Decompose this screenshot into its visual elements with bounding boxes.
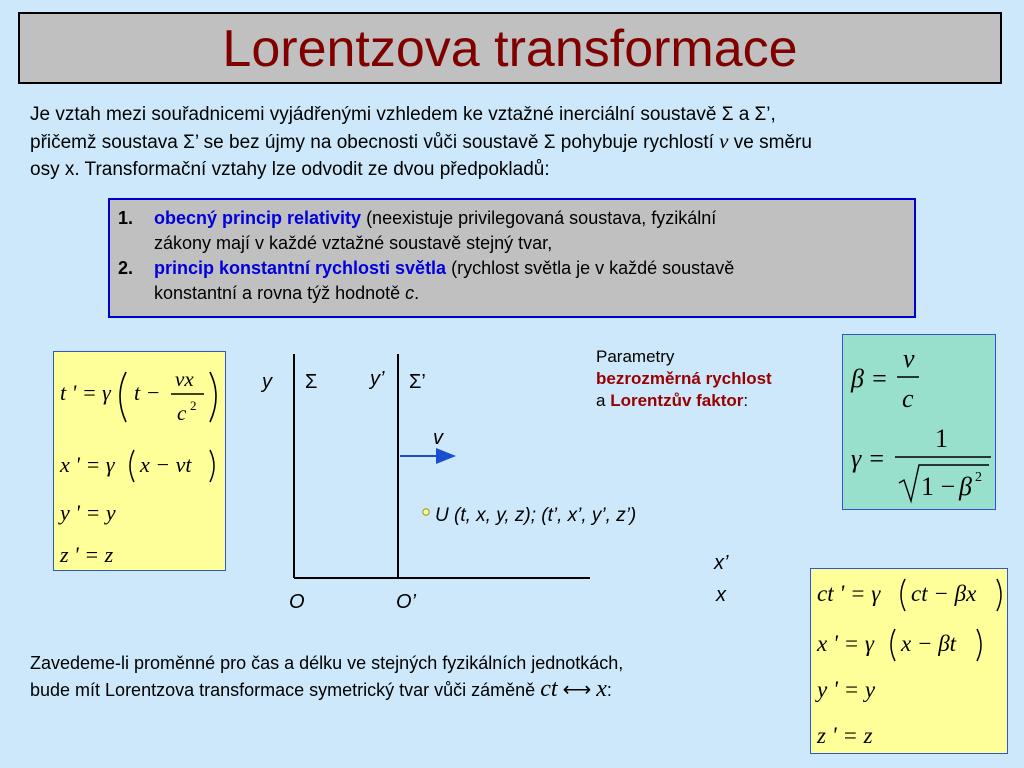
- dimensionless-velocity-label: bezrozměrná rychlost: [596, 369, 772, 388]
- svg-text:t ' = γ: t ' = γ: [60, 380, 111, 405]
- label-sigma-prime: Σ’: [409, 371, 426, 393]
- lorentz-factor-label: Lorentzův faktor: [610, 391, 744, 410]
- svg-text:t −: t −: [134, 380, 161, 405]
- svg-text:z ' = z: z ' = z: [60, 542, 114, 567]
- svg-text:c: c: [177, 401, 187, 425]
- label-origin-prime: O’: [396, 591, 416, 613]
- label-sigma: Σ: [305, 371, 318, 393]
- svg-text:ct − βx: ct − βx: [911, 581, 977, 606]
- conclusion-paragraph: [30, 650, 810, 703]
- parameter-formula-box: [842, 334, 996, 510]
- principle-item: 1. obecný princip relativity (neexistuje privilegovaná soustava, fyzikální zákony mají v každé vztažné soustavě stejný tvar,: [118, 206, 904, 256]
- principle-number: 1.: [118, 208, 134, 228]
- lorentz-formula-box: [53, 351, 226, 571]
- velocity-symbol: v: [719, 129, 729, 153]
- swap-ct: ct: [540, 676, 558, 702]
- svg-text:x − βt: x − βt: [901, 631, 957, 656]
- conclusion-line-2: bude mít Lorentzova transformace symetrický tvar vůči záměně ct ⟷ x:: [30, 676, 612, 702]
- label-velocity: v: [433, 427, 443, 449]
- symmetric-formulas: [811, 569, 1009, 755]
- svg-text:y ' = y: y ' = y: [817, 677, 876, 702]
- label-x-prime: x’: [714, 552, 729, 574]
- svg-text:x ' = γ: x ' = γ: [817, 631, 874, 656]
- intro-line-1: Je vztah mezi souřadnicemi vyjádřenými vzhledem ke vztažné inerciální soustavě Σ a Σ’,: [30, 104, 776, 125]
- svg-text:2: 2: [975, 470, 982, 485]
- svg-text:y ' = y: y ' = y: [60, 500, 116, 525]
- intro-line-2: přičemž soustava Σ’ se bez újmy na obecnosti vůči soustavě Σ pohybuje rychlostí v ve směru: [30, 129, 812, 153]
- event-label: U (t, x, y, z); (t’, x’, y’, z’): [435, 505, 637, 526]
- intro-line-3: osy x. Transformační vztahy lze odvodit ze dvou předpokladů:: [30, 159, 550, 180]
- svg-text:x − vt: x − vt: [140, 452, 192, 477]
- principles-list: [118, 206, 904, 306]
- principle-highlight: princip konstantní rychlosti světla: [154, 258, 447, 278]
- svg-text:1: 1: [935, 424, 948, 453]
- label-x: x: [716, 584, 726, 606]
- lorentz-formulas: [54, 352, 227, 572]
- svg-text:1 −: 1 −: [921, 472, 956, 501]
- title-box: [18, 12, 1002, 84]
- svg-text:β: β: [959, 472, 972, 501]
- label-y-prime: y’: [370, 368, 385, 390]
- svg-text:c: c: [902, 384, 914, 413]
- label-y: y: [262, 371, 272, 393]
- svg-text:vx: vx: [175, 367, 194, 391]
- principles-box: [108, 198, 916, 318]
- svg-text:ct ' = γ: ct ' = γ: [817, 581, 881, 606]
- parameters-text: Parametry bezrozměrná rychlost a Lorentzův faktor:: [596, 347, 772, 410]
- intro-paragraph: [30, 101, 990, 183]
- slide-title: Lorentzova transformace: [222, 20, 798, 78]
- svg-text:2: 2: [190, 398, 197, 413]
- label-origin: O: [289, 591, 305, 613]
- principle-number: 2.: [118, 258, 134, 278]
- symmetric-formula-box: [810, 568, 1008, 754]
- principle-item: 2. princip konstantní rychlosti světla (rychlost světla je v každé soustavě konstantní a rovna týž hodnotě c.: [118, 256, 904, 306]
- swap-x: x: [596, 676, 607, 702]
- conclusion-line-1: Zavedeme-li proměnné pro čas a délku ve stejných fyzikálních jednotkách,: [30, 653, 624, 673]
- svg-text:z ' = z: z ' = z: [817, 723, 873, 748]
- svg-text:x ' = γ: x ' = γ: [60, 452, 115, 477]
- double-arrow-icon: ⟷: [562, 679, 592, 701]
- svg-text:γ =: γ =: [851, 444, 886, 473]
- svg-text:β =: β =: [851, 364, 888, 393]
- beta-gamma-formulas: [843, 335, 997, 511]
- svg-text:v: v: [903, 344, 915, 373]
- event-point: [423, 509, 429, 515]
- principle-highlight: obecný princip relativity: [154, 208, 362, 228]
